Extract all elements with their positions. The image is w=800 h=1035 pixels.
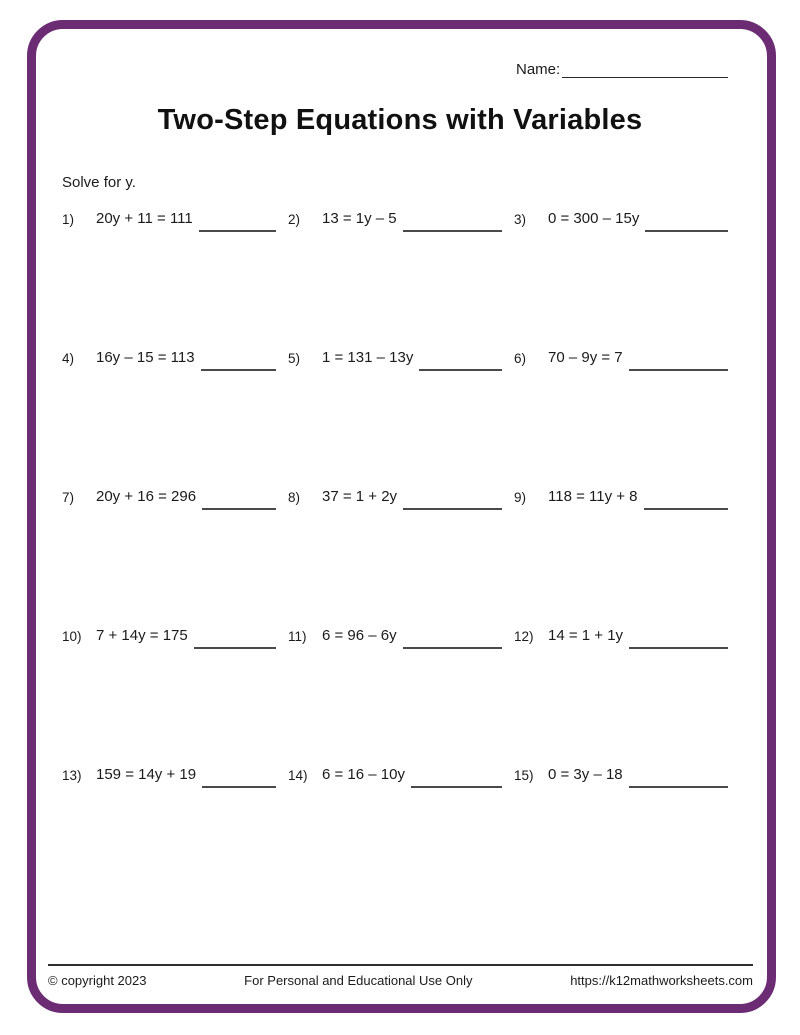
answer-blank[interactable]	[403, 627, 502, 649]
problem-number: 6)	[514, 351, 527, 366]
problem-equation: 7 + 14y = 175	[96, 627, 188, 644]
problem-6	[514, 349, 728, 488]
problem-14	[288, 766, 502, 905]
problem-1	[62, 210, 276, 349]
problem-equation: 13 = 1y – 5	[322, 210, 397, 227]
page-title: Two-Step Equations with Variables	[157, 104, 643, 136]
problem-equation: 0 = 300 – 15y	[548, 210, 640, 227]
answer-blank[interactable]	[411, 766, 502, 788]
problem-number: 5)	[288, 351, 301, 366]
problem-9	[514, 488, 728, 627]
problem-equation: 118 = 11y + 8	[548, 488, 638, 505]
problem-equation: 70 – 9y = 7	[548, 349, 623, 366]
problem-13	[62, 766, 276, 905]
problem-2	[288, 210, 502, 349]
problem-equation: 1 = 131 – 13y	[322, 349, 414, 366]
problem-4	[62, 349, 276, 488]
problem-number: 10)	[62, 629, 82, 644]
answer-blank[interactable]	[202, 766, 276, 788]
problem-3	[514, 210, 728, 349]
problem-number: 7)	[62, 490, 75, 505]
problem-12	[514, 627, 728, 766]
instructions-text: Solve for y.	[62, 174, 136, 191]
problem-number: 2)	[288, 212, 301, 227]
problem-number: 12)	[514, 629, 534, 644]
answer-blank[interactable]	[629, 627, 728, 649]
problem-number: 14)	[288, 768, 308, 783]
answer-blank[interactable]	[201, 349, 276, 371]
answer-blank[interactable]	[629, 766, 728, 788]
name-blank-line[interactable]	[562, 60, 728, 78]
answer-blank[interactable]	[194, 627, 276, 649]
answer-blank[interactable]	[199, 210, 276, 232]
problem-7	[62, 488, 276, 627]
problem-equation: 20y + 16 = 296	[96, 488, 197, 505]
answer-blank[interactable]	[403, 210, 502, 232]
problem-15	[514, 766, 728, 905]
problem-number: 11)	[288, 629, 307, 644]
name-row	[516, 60, 728, 78]
problem-equation: 14 = 1 + 1y	[548, 627, 624, 644]
problem-equation: 16y – 15 = 113	[96, 349, 195, 366]
name-label: Name:	[516, 61, 561, 78]
problem-number: 9)	[514, 490, 527, 505]
problem-5	[288, 349, 502, 488]
answer-blank[interactable]	[645, 210, 728, 232]
website-url: https://k12mathworksheets.com	[570, 973, 753, 988]
problem-10	[62, 627, 276, 766]
problem-equation: 159 = 14y + 19	[96, 766, 197, 783]
problem-number: 13)	[62, 768, 82, 783]
footer	[48, 973, 753, 988]
answer-blank[interactable]	[644, 488, 728, 510]
answer-blank[interactable]	[202, 488, 276, 510]
problem-number: 15)	[514, 768, 534, 783]
problem-11	[288, 627, 502, 766]
answer-blank[interactable]	[403, 488, 502, 510]
problem-equation: 37 = 1 + 2y	[322, 488, 398, 505]
problem-8	[288, 488, 502, 627]
problem-number: 4)	[62, 351, 75, 366]
problem-equation: 6 = 96 – 6y	[322, 627, 397, 644]
usage-text: For Personal and Educational Use Only	[244, 973, 473, 988]
problem-number: 8)	[288, 490, 301, 505]
problem-equation: 20y + 11 = 111	[96, 210, 193, 227]
answer-blank[interactable]	[629, 349, 728, 371]
footer-divider	[48, 964, 753, 966]
problem-equation: 6 = 16 – 10y	[322, 766, 405, 783]
problems-grid	[62, 210, 728, 905]
copyright-text: © copyright 2023	[48, 973, 147, 988]
problem-number: 3)	[514, 212, 527, 227]
problem-equation: 0 = 3y – 18	[548, 766, 623, 783]
answer-blank[interactable]	[419, 349, 502, 371]
problem-number: 1)	[62, 212, 75, 227]
